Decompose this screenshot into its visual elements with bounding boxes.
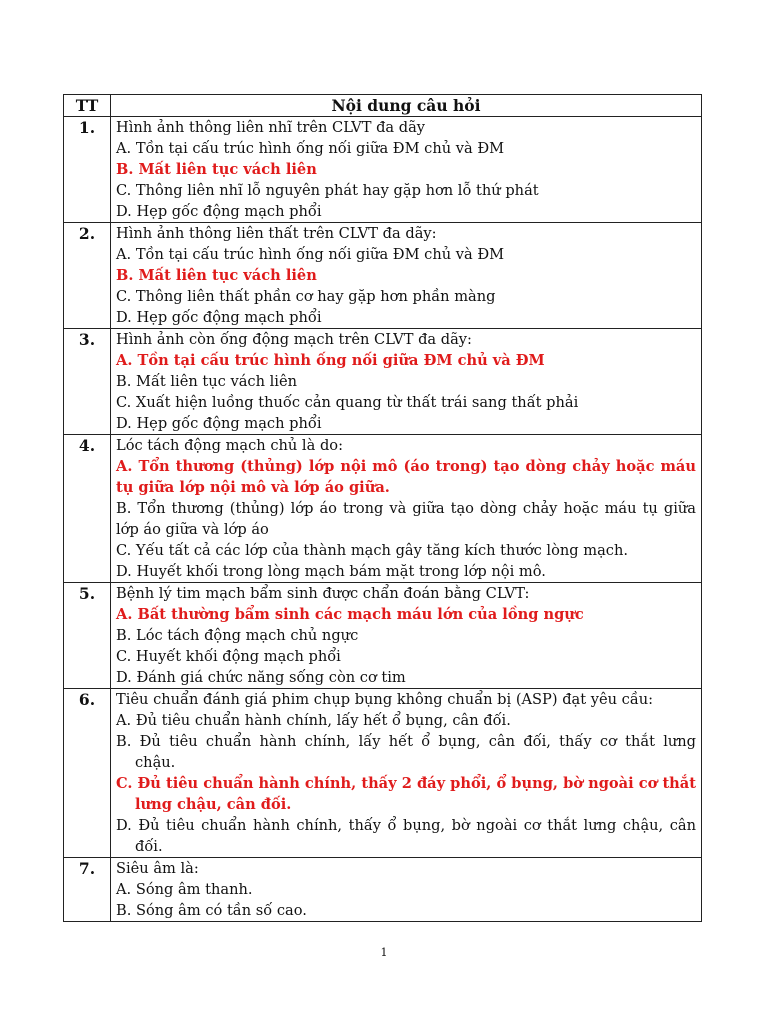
question-content xyxy=(111,583,702,689)
answer-option: C. Yếu tất cả các lớp của thành mạch gây tăng kích thước lòng mạch. xyxy=(116,542,629,559)
answer-option: B. Sóng âm có tần số cao. xyxy=(116,902,307,919)
question-number: 5. xyxy=(64,583,111,689)
answer-option: D. Hẹp gốc động mạch phổi xyxy=(116,415,322,432)
answer-option: A. Tồn tại cấu trúc hình ống nối giữa ĐM chủ và ĐM xyxy=(116,140,505,157)
answer-option-correct: C. Đủ tiêu chuẩn hành chính, thấy 2 đáy phổi, ổ bụng, bờ ngoài cơ thắt xyxy=(116,775,696,792)
answer-option: C. Xuất hiện luồng thuốc cản quang từ thất trái sang thất phải xyxy=(116,394,579,411)
question-text: Lóc tách động mạch chủ là do: xyxy=(116,437,343,454)
question-content xyxy=(111,435,702,583)
table-header-row xyxy=(64,95,702,117)
answer-option: đối. xyxy=(135,838,163,855)
question-number: 6. xyxy=(64,689,111,858)
question-text: Hình ảnh còn ống động mạch trên CLVT đa dãy: xyxy=(116,331,472,348)
question-row xyxy=(64,583,702,689)
answer-option: B. Đủ tiêu chuẩn hành chính, lấy hết ổ bụng, cân đối, thấy cơ thắt lưng xyxy=(116,733,696,750)
question-content xyxy=(111,223,702,329)
answer-option: C. Thông liên thất phần cơ hay gặp hơn phần màng xyxy=(116,288,496,305)
question-row xyxy=(64,223,702,329)
question-table-body xyxy=(64,117,702,922)
question-number: 2. xyxy=(64,223,111,329)
answer-option-correct: A. Bất thường bẩm sinh các mạch máu lớn của lồng ngực xyxy=(116,606,584,623)
answer-option-correct: B. Mất liên tục vách liên xyxy=(116,161,317,178)
question-number: 3. xyxy=(64,329,111,435)
question-text: Hình ảnh thông liên nhĩ trên CLVT đa dãy xyxy=(116,119,426,136)
answer-option-correct: A. Tổn thương (thủng) lớp nội mô (áo trong) tạo dòng chảy hoặc máu xyxy=(116,458,696,475)
question-text: Bệnh lý tim mạch bẩm sinh được chẩn đoán bằng CLVT: xyxy=(116,585,530,602)
answer-option: A. Tồn tại cấu trúc hình ống nối giữa ĐM chủ và ĐM xyxy=(116,246,505,263)
answer-option-correct: A. Tồn tại cấu trúc hình ống nối giữa ĐM chủ và ĐM xyxy=(116,352,545,369)
answer-option: D. Hẹp gốc động mạch phổi xyxy=(116,203,322,220)
question-number: 4. xyxy=(64,435,111,583)
question-number: 1. xyxy=(64,117,111,223)
header-tt: TT xyxy=(64,95,111,117)
page-number: 1 xyxy=(380,946,388,959)
answer-option: C. Huyết khối động mạch phổi xyxy=(116,648,341,665)
answer-option: C. Thông liên nhĩ lỗ nguyên phát hay gặp hơn lỗ thứ phát xyxy=(116,182,539,199)
answer-option: D. Hẹp gốc động mạch phổi xyxy=(116,309,322,326)
question-text: Tiêu chuẩn đánh giá phim chụp bụng không chuẩn bị (ASP) đạt yêu cầu: xyxy=(116,691,654,708)
answer-option: A. Đủ tiêu chuẩn hành chính, lấy hết ổ bụng, cân đối. xyxy=(116,712,511,729)
header-content: Nội dung câu hỏi xyxy=(111,95,702,117)
answer-option: chậu. xyxy=(135,754,176,771)
answer-option: B. Mất liên tục vách liên xyxy=(116,373,298,390)
question-content xyxy=(111,689,702,858)
question-content xyxy=(111,117,702,223)
question-row xyxy=(64,689,702,858)
answer-option-correct: tụ giữa lớp nội mô và lớp áo giữa. xyxy=(116,479,390,496)
question-table xyxy=(63,94,702,922)
question-text: Hình ảnh thông liên thất trên CLVT đa dãy: xyxy=(116,225,437,242)
question-number: 7. xyxy=(64,858,111,922)
question-row xyxy=(64,117,702,223)
answer-option: B. Lóc tách động mạch chủ ngực xyxy=(116,627,359,644)
answer-option: B. Tổn thương (thủng) lớp áo trong và giữa tạo dòng chảy hoặc máu tụ giữa xyxy=(116,500,696,517)
question-row xyxy=(64,858,702,922)
answer-option: D. Huyết khối trong lòng mạch bám mặt trong lớp nội mô. xyxy=(116,563,546,580)
question-text: Siêu âm là: xyxy=(116,860,199,877)
answer-option: lớp áo giữa và lớp áo xyxy=(116,521,269,538)
answer-option-correct: B. Mất liên tục vách liên xyxy=(116,267,317,284)
question-content xyxy=(111,858,702,922)
answer-option: D. Đánh giá chức năng sống còn cơ tim xyxy=(116,669,406,686)
answer-option: A. Sóng âm thanh. xyxy=(116,881,253,898)
question-row xyxy=(64,329,702,435)
question-content xyxy=(111,329,702,435)
answer-option-correct: lưng chậu, cân đối. xyxy=(135,796,292,813)
question-row xyxy=(64,435,702,583)
answer-option: D. Đủ tiêu chuẩn hành chính, thấy ổ bụng, bờ ngoài cơ thắt lưng chậu, cân xyxy=(116,817,696,834)
